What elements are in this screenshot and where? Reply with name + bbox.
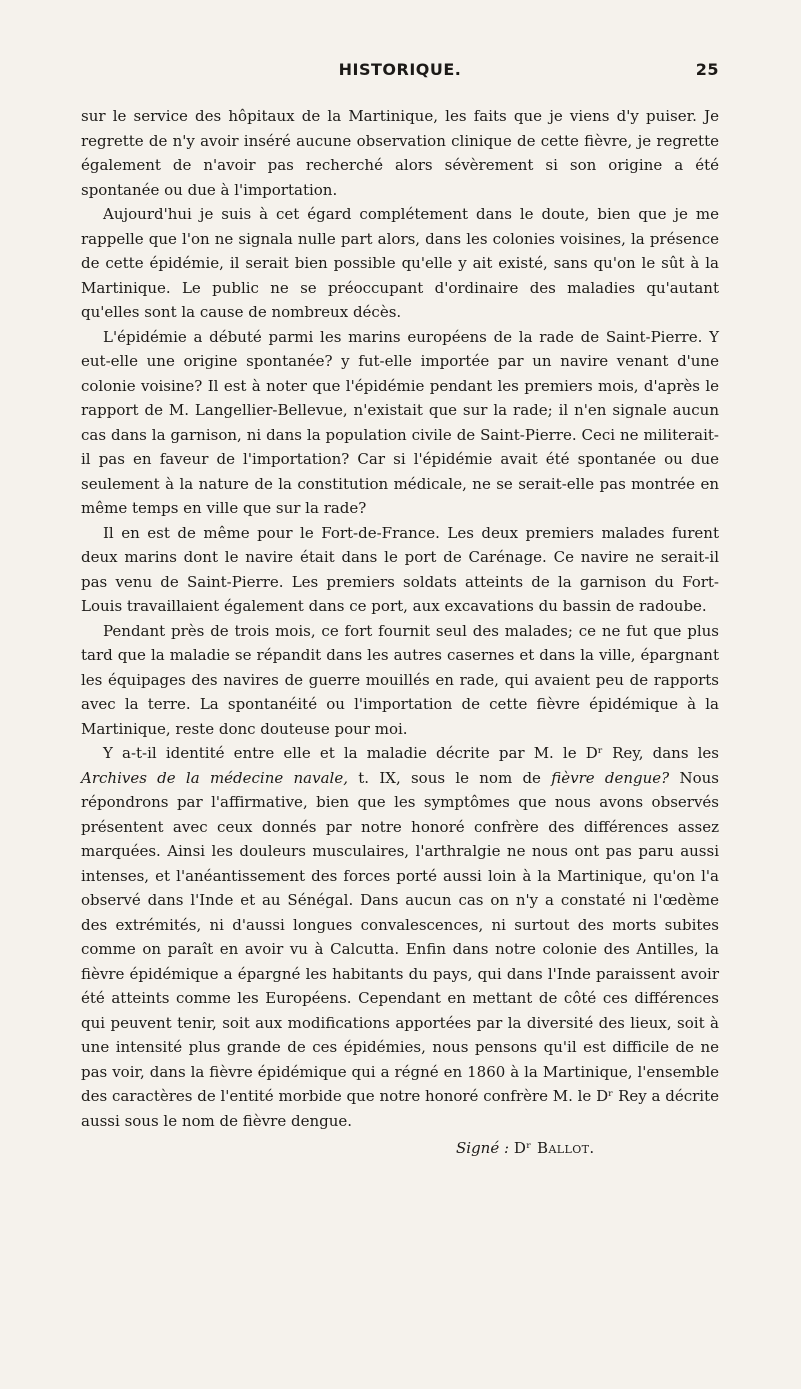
disease-name: fièvre dengue? — [551, 768, 670, 787]
signature — [456, 1136, 719, 1161]
text-run: Y a-t-il identité entre elle et la maladie décrite par M. le Dʳ Rey, dans les — [103, 744, 719, 762]
text-run: t. IX, sous le nom de — [348, 768, 552, 787]
running-title: HISTORIQUE. — [338, 60, 462, 79]
paragraph: Il en est de même pour le Fort-de-France. Les deux premiers malades furent deux marins dont le navire était dans le port de Carénage. Ce navire ne serait-il pas venu de Saint-Pierre. Les premiers soldats atteints de la garnison du Fort-Louis travaillaient également dans ce port, aux excavations du bassin de radoube. — [81, 523, 719, 615]
paragraph: Pendant près de trois mois, ce fort fournit seul des malades; ce ne fut que plus tard que la maladie se répandit dans les autres casernes et dans la ville, épargnant les équipages des navires de guerre mouillés en rade, qui avaient peu de rapports avec la terre. La spontanéité ou l'importation de cette fièvre épidémique à la Martinique, reste donc douteuse pour moi. — [81, 621, 719, 738]
journal-title: Archives de la médecine navale, — [81, 768, 348, 787]
paragraph-dengue-comparison — [81, 741, 719, 1133]
text-run: Nous répondrons par l'affirmative, bien que les symptômes que nous avons observés présentent avec ceux donnés par notre honoré confrère des différences assez marquées. Ainsi les douleurs musculaires, l'arthralgie ne nous ont pas paru aussi intenses, et l'anéantissement des forces porté aussi loin à la Martinique, qu'on l'a observé dans l'Inde et au Sénégal. Dans aucun cas on n'y a constaté ni l'œdème des extrémités, ni d'aussi longues convalescences, ni surtout des morts subites comme on paraît en avoir vu à Calcutta. Enfin dans notre colonie des Antilles, la fièvre épidémique a épargné les habitants du pays, qui dans l'Inde paraissent avoir été atteints comme les Européens. Cependant en mettant de côté ces différences qui peuvent tenir, soit aux modifications apportées par la diversité des lieux, soit à une intensité plus grande de ces épidémies, nous pensons qu'il est difficile de ne pas voir, dans la fièvre épidémique qui a régné en 1860 à la Martinique, l'ensemble des caractères de l'entité morbide que notre honoré confrère M. le Dʳ Rey a décrite aussi sous le nom de fièvre dengue. — [81, 768, 720, 1130]
running-head — [81, 60, 719, 92]
paragraph: Aujourd'hui je suis à cet égard complétement dans le doute, bien que je me rappelle que l'on ne signala nulle part alors, dans les colonies voisines, la présence de cette épidémie, il serait bien possible qu'elle y ait existé, sans qu'on le sût à la Martinique. Le public ne se préoccupant d'ordinaire des maladies qu'autant qu'elles sont la cause de nombreux décès. — [81, 205, 719, 321]
signature-name: Dʳ Ballot. — [513, 1139, 595, 1157]
signature-label: Signé : — [456, 1139, 510, 1157]
body-text — [81, 104, 719, 1133]
page-number: 25 — [695, 60, 719, 79]
paragraph: L'épidémie a débuté parmi les marins européens de la rade de Saint-Pierre. Y eut-elle une origine spontanée? y fut-elle importée par un navire venant d'une colonie voisine? Il est à noter que l'épidémie pendant les premiers mois, d'après le rapport de M. Langellier-Bellevue, n'existait que sur la rade; il n'en signale aucun cas dans la garnison, ni dans la population civile de Saint-Pierre. Ceci ne militerait-il pas en faveur de l'importation? Car si l'épidémie avait été spontanée ou due seulement à la nature de la constitution médicale, ne se serait-elle pas montrée en même temps en ville que sur la rade? — [81, 327, 719, 517]
paragraph-continuation: sur le service des hôpitaux de la Martinique, les faits que je viens d'y puiser. Je regrette de n'y avoir inséré aucune observation clinique de cette fièvre, je regrette également de n'avoir pas recherché alors sévèrement si son origine a été spontanée ou due à l'importation. — [81, 107, 719, 199]
